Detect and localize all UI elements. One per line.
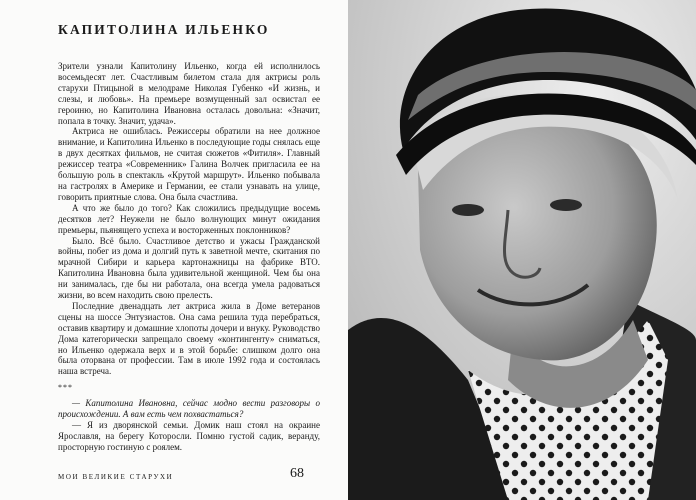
portrait-photo bbox=[348, 0, 696, 500]
paragraph-2: Актриса не ошиблась. Режиссеры обратили на нее должное внимание, и Капитолина Ильенко в последующие годы снялась еще в двух десятках фильмов, не считая сюжетов «Фитиля». Главный режиссер театра «Современник» Галина Волчек пригласила ее на большую роль в спектакль «Крутой маршрут». Ильенко побывала на гастролях в Америке и Германии, ее стали узнавать на улице, говорить приятные слова. Она была счастлива. bbox=[58, 126, 320, 202]
interview-question: — Капитолина Ивановна, сейчас модно вести разговоры о происхождении. А вам есть чем похвастаться? bbox=[58, 398, 320, 420]
paragraph-3: А что же было до того? Как сложились предыдущие восемь десятков лет? Неужели не было волнующих минут ожидания премьеры, пьянящего успеха и восторженных поклонников? bbox=[58, 202, 320, 235]
paragraph-1: Зрители узнали Капитолину Ильенко, когда ей исполнилось восемьдесят лет. Счастливым билетом стала для актрисы роль старухи Птицыной в мелодраме Николая Губенко «И жизнь, и слезы, и любовь». На премьере возмущенный зал освистал ее героиню, но Капитолина Ивановна осталась довольна: «Значит, попала в точку. Значит, удача». bbox=[58, 61, 320, 126]
running-footer: МОИ ВЕЛИКИЕ СТАРУХИ bbox=[58, 473, 174, 481]
interview-answer: — Я из дворянской семьи. Домик наш стоял на окраине Ярославля, на берегу Которосли. Помню густой садик, веранду, просторную гостиную с роялем. bbox=[58, 420, 320, 452]
chapter-body bbox=[58, 61, 320, 453]
paragraph-4: Было. Всё было. Счастливое детство и ужасы Гражданской войны, побег из дома и долгий путь к заветной мечте, скитания по мрачной Сибири и карьера картонажницы на фабрике ВТО. Капитолина Ивановна была удивительной женщиной. Чем бы она ни занималась, где бы ни работала, она всегда умела радоваться жизни, во всем находить свою прелесть. bbox=[58, 235, 320, 301]
section-separator: *** bbox=[58, 383, 73, 393]
right-eye bbox=[550, 199, 582, 211]
page-number: 68 bbox=[290, 466, 304, 481]
chapter-title: КАПИТОЛИНА ИЛЬЕНКО bbox=[58, 22, 270, 37]
paragraph-5: Последние двенадцать лет актриса жила в Доме ветеранов сцены на шоссе Энтузиастов. Она сама решила туда перебраться, оставив квартиру и домашние хлопоты дочери и внуку. Руководство Дома категорически запрещало своему «контингенту» сниматься, но Ильенко одержала верх и в этой борьбе: слишком долго она была оторвана от профессии. Там в июле 1992 года и состоялась наша встреча. bbox=[58, 300, 320, 377]
left-eye bbox=[452, 204, 484, 216]
